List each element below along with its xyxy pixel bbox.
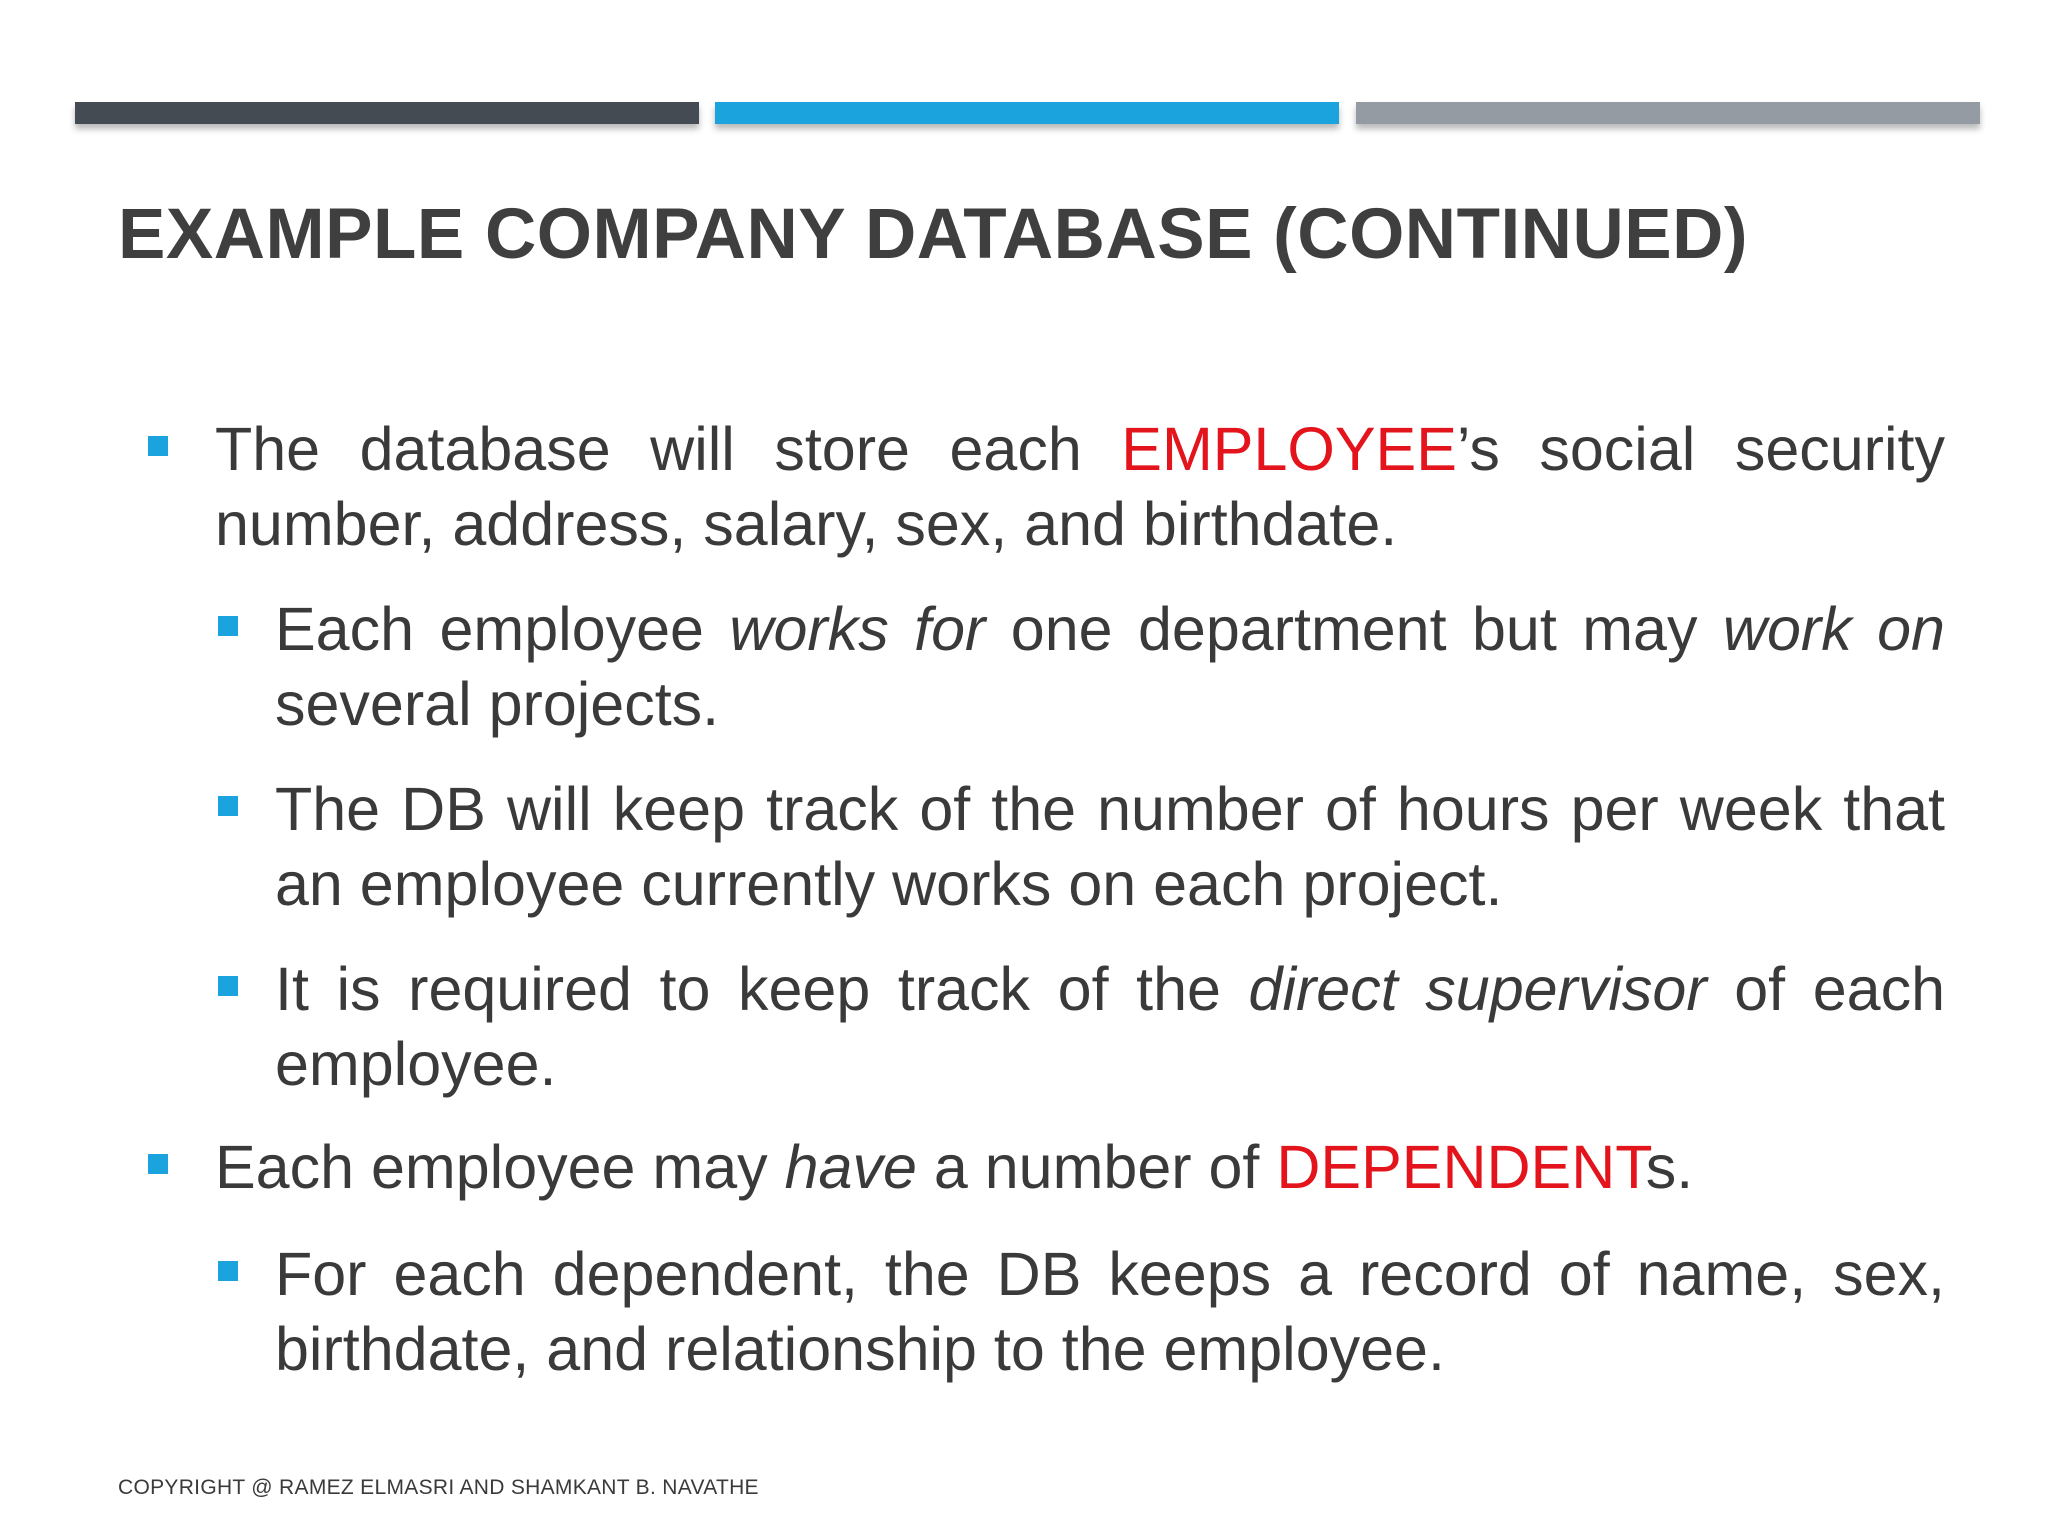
- bullet-direct-supervisor: [275, 952, 1945, 1102]
- copyright-footer: COPYRIGHT @ RAMEZ ELMASRI AND SHAMKANT B. NAVATHE: [118, 1476, 759, 1499]
- bullet-text: one department but may: [985, 595, 1723, 663]
- bullet-text: Each employee may: [215, 1133, 785, 1201]
- bullet-marker-icon: [218, 1261, 238, 1281]
- entity-employee-highlight: EMPLOYEE: [1121, 415, 1457, 483]
- emphasis-work-on: work on: [1722, 595, 1945, 663]
- bullet-text: a number of: [916, 1133, 1277, 1201]
- bullet-marker-icon: [148, 1154, 168, 1174]
- emphasis-works-for: works for: [729, 595, 986, 663]
- bullet-text: s.: [1645, 1133, 1694, 1201]
- bullet-dependents: [215, 1130, 1945, 1205]
- bullet-marker-icon: [218, 976, 238, 996]
- bullet-works-for: [275, 592, 1945, 742]
- bullet-text: of each employee.: [275, 955, 1945, 1098]
- bullet-text: ’s social security number, address, salary, sex, and birthdate.: [215, 415, 1946, 558]
- bullet-text: The DB will keep track of the number of hours per week that an employee currently works on each project.: [275, 775, 1945, 918]
- bullet-text: It is required to keep track of the: [275, 955, 1249, 1023]
- slide-title: EXAMPLE COMPANY DATABASE (CONTINUED): [118, 195, 1748, 274]
- bullet-hours-per-week: [275, 772, 1945, 922]
- emphasis-direct-supervisor: direct supervisor: [1248, 955, 1707, 1023]
- bullet-text: The database will store each: [215, 415, 1122, 483]
- header-bar-gray: [1356, 102, 1980, 124]
- emphasis-have: have: [784, 1133, 917, 1201]
- entity-dependent-highlight: DEPENDENT: [1276, 1133, 1646, 1201]
- bullet-dependent-record: [275, 1237, 1945, 1387]
- header-bars: [75, 102, 1980, 124]
- header-bar-blue: [715, 102, 1339, 124]
- bullet-marker-icon: [218, 796, 238, 816]
- bullet-marker-icon: [148, 436, 168, 456]
- bullet-employee-attributes: [215, 412, 1945, 562]
- bullet-marker-icon: [218, 616, 238, 636]
- bullet-text: For each dependent, the DB keeps a record of name, sex, birthdate, and relationship to the employee.: [275, 1240, 1945, 1383]
- bullet-text: several projects.: [275, 670, 720, 738]
- header-bar-dark: [75, 102, 699, 124]
- bullet-text: Each employee: [275, 595, 730, 663]
